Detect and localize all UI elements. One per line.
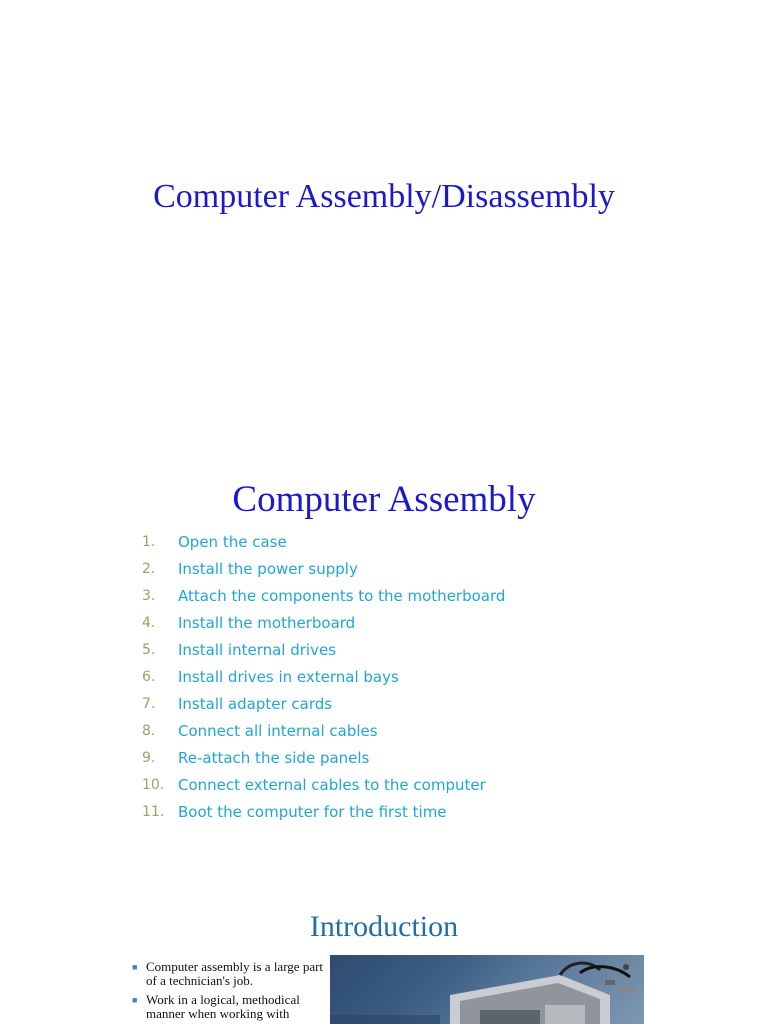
list-item	[142, 748, 505, 775]
list-item	[142, 694, 505, 721]
step-number: 1.	[142, 534, 156, 550]
list-item	[142, 613, 505, 640]
bullet-text: Computer assembly is a large part of a technician's job.	[146, 959, 324, 988]
step-text: Connect external cables to the computer	[178, 776, 486, 794]
step-text: Attach the components to the motherboard	[178, 587, 506, 605]
step-text: Install the motherboard	[178, 614, 356, 632]
introduction-heading: Introduction	[309, 910, 459, 943]
list-item	[142, 775, 505, 802]
list-item	[132, 960, 332, 988]
step-number: 10.	[142, 777, 165, 793]
step-number: 3.	[142, 588, 156, 604]
step-text: Open the case	[178, 533, 287, 551]
step-number: 5.	[142, 642, 156, 658]
bullet-square-icon: ■	[132, 995, 138, 1005]
list-item	[142, 640, 505, 667]
list-item	[142, 802, 505, 829]
list-item	[132, 993, 332, 1021]
computer-parts-photo	[330, 955, 644, 1024]
computer-case-illustration	[330, 955, 644, 1024]
step-text: Install adapter cards	[178, 695, 333, 713]
introduction-bullets	[132, 960, 332, 1024]
bullet-square-icon: ■	[132, 962, 138, 972]
slide-introduction	[0, 880, 768, 1024]
step-number: 2.	[142, 561, 156, 577]
assembly-heading: Computer Assembly	[232, 479, 536, 520]
slide-title-heading: Computer Assembly/Disassembly	[153, 178, 615, 215]
assembly-steps-list	[142, 532, 505, 829]
list-item	[142, 586, 505, 613]
step-number: 8.	[142, 723, 156, 739]
list-item	[142, 532, 505, 559]
step-number: 6.	[142, 669, 156, 685]
step-text: Connect all internal cables	[178, 722, 378, 740]
step-text: Boot the computer for the first time	[178, 803, 447, 821]
list-item	[142, 721, 505, 748]
step-text: Re-attach the side panels	[178, 749, 370, 767]
step-number: 11.	[142, 804, 165, 820]
step-number: 7.	[142, 696, 156, 712]
step-text: Install drives in external bays	[178, 668, 399, 686]
step-number: 9.	[142, 750, 156, 766]
step-number: 4.	[142, 615, 156, 631]
slide-assembly-steps	[0, 440, 768, 880]
list-item	[142, 667, 505, 694]
step-text: Install the power supply	[178, 560, 358, 578]
bullet-text: Work in a logical, methodical manner when working with	[146, 992, 300, 1021]
list-item	[142, 559, 505, 586]
slide-title	[0, 0, 768, 440]
step-text: Install internal drives	[178, 641, 337, 659]
